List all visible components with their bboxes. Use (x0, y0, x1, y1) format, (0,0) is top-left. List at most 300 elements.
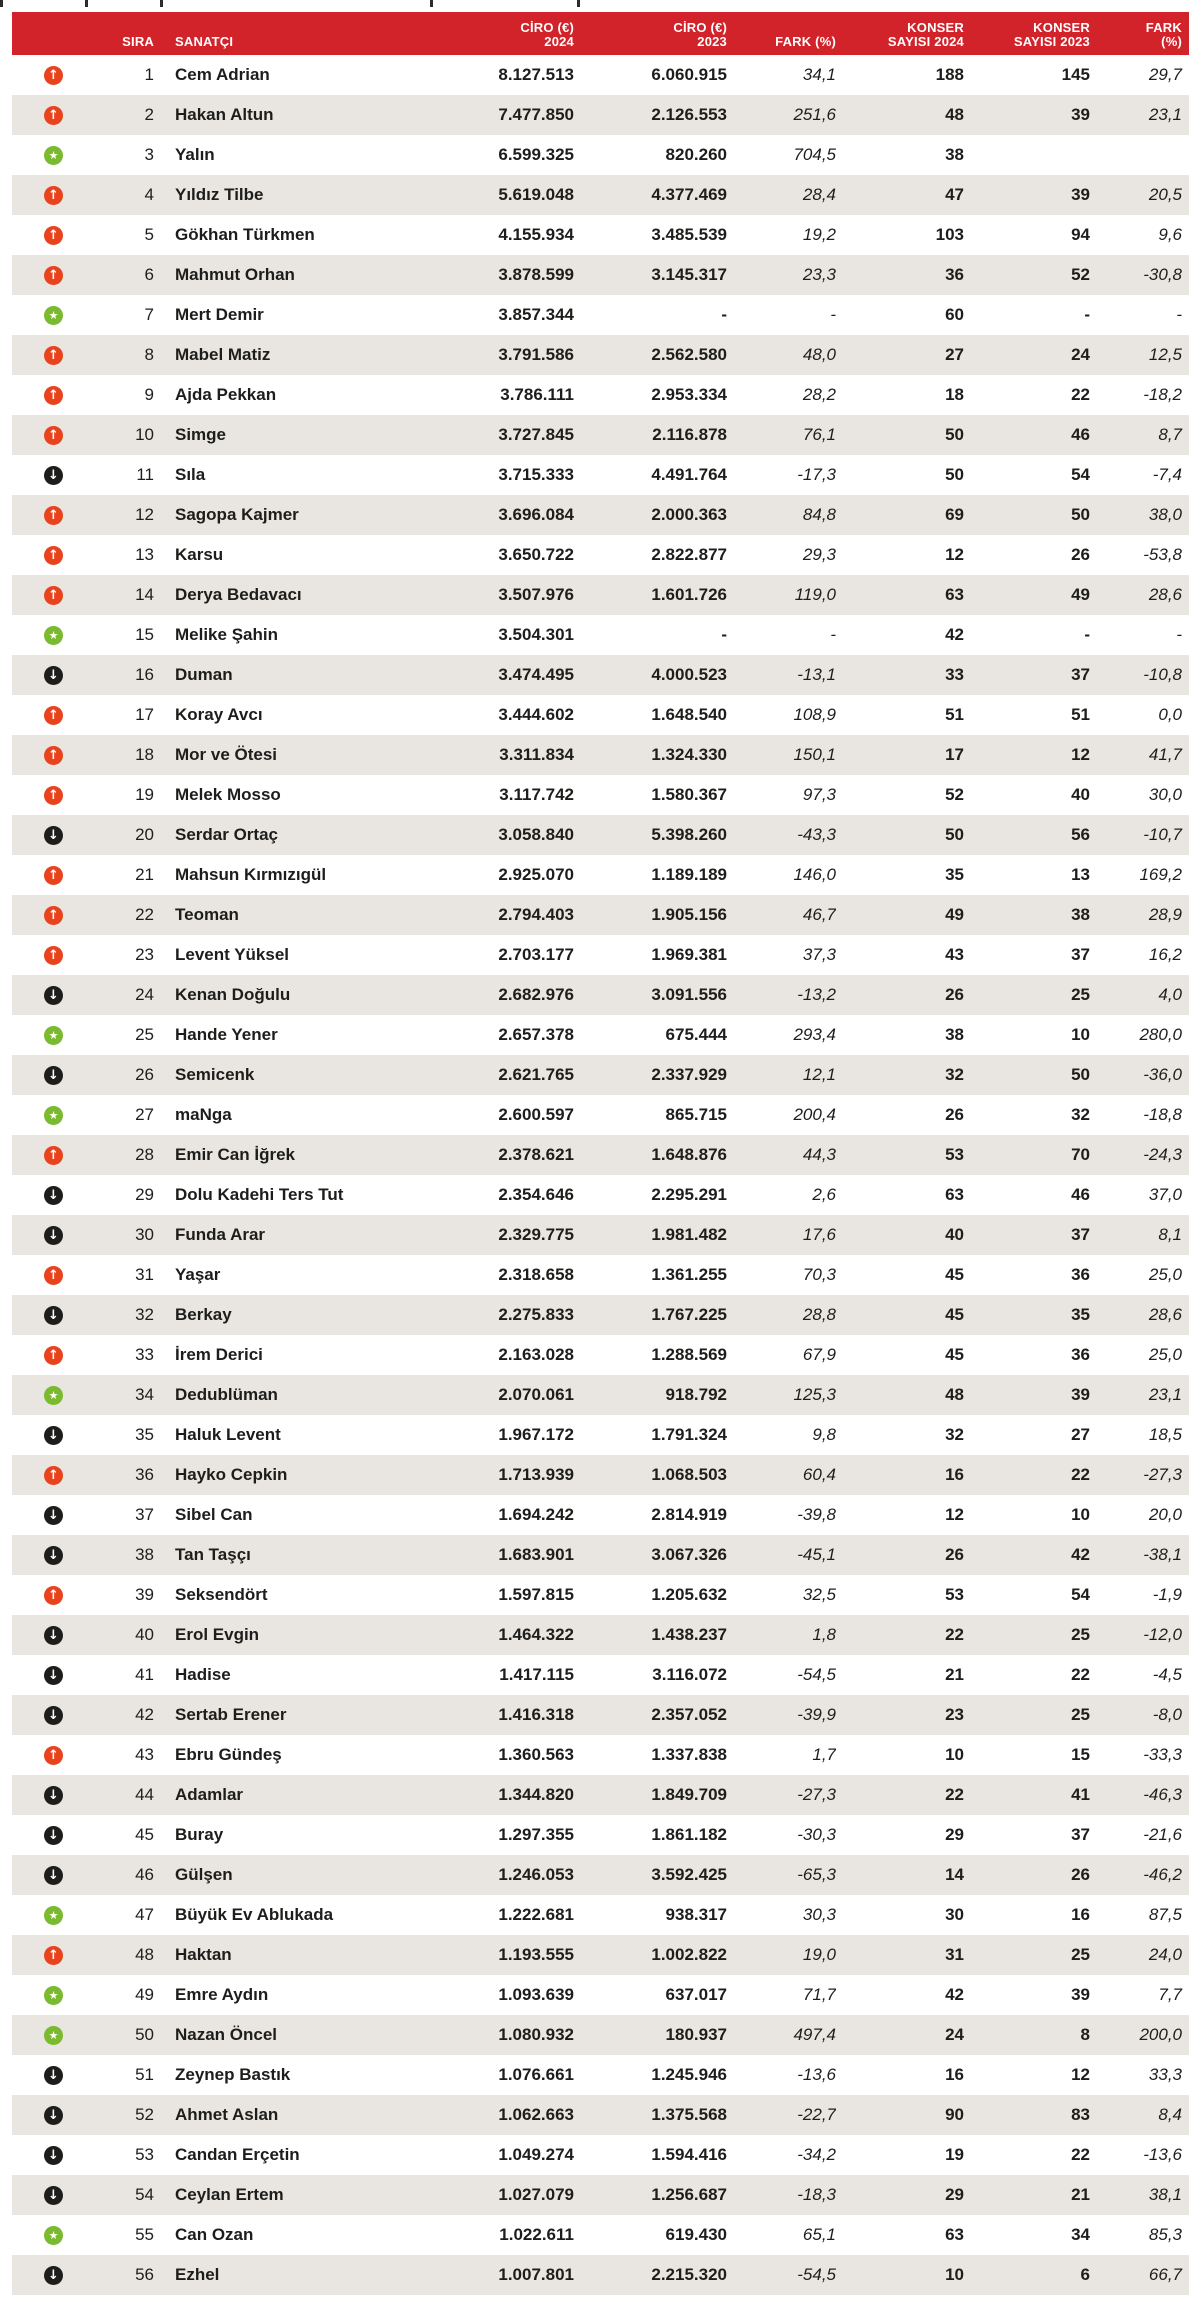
ciro-2024-cell: 1.049.274 (498, 2145, 574, 2164)
konser-2024-cell: 32 (836, 1055, 964, 1095)
table-row (12, 1015, 1189, 1055)
fark-konser-cell: 38,1 (1090, 2175, 1189, 2215)
trend-icon-cell (12, 1535, 78, 1575)
fark-ciro-cell: 28,4 (727, 175, 836, 215)
fark-konser-cell: 28,6 (1090, 575, 1189, 615)
artist-cell: Cem Adrian (175, 65, 270, 84)
artist-cell: Teoman (154, 895, 402, 935)
down-arrow-icon: ↓ (44, 1826, 63, 1845)
fark-konser-cell: 8,4 (1090, 2095, 1189, 2135)
trend-icon-cell (12, 1375, 78, 1415)
ciro-2023-cell: - (721, 305, 727, 324)
table-row (12, 1615, 1189, 1655)
konser-2024-cell: 16 (945, 2065, 964, 2084)
konser-2024-cell: 26 (836, 1535, 964, 1575)
rank-cell: 5 (144, 225, 154, 244)
ciro-2023-cell: 2.215.320 (574, 2255, 727, 2295)
down-arrow-icon: ↓ (44, 1546, 63, 1565)
fark-ciro-cell: 44,3 (727, 1135, 836, 1175)
konser-2023-cell: 12 (964, 735, 1090, 775)
rank-cell: 28 (78, 1135, 154, 1175)
artist-cell: Zeynep Bastık (175, 2065, 291, 2084)
konser-2024-cell: 50 (945, 465, 964, 484)
ciro-2023-cell: 1.068.503 (574, 1455, 727, 1495)
ciro-2023-cell: 637.017 (665, 1985, 727, 2004)
artist-cell: Dolu Kadehi Ters Tut (175, 1185, 344, 1204)
ciro-2023-cell: 2.337.929 (574, 1055, 727, 1095)
ciro-2024-cell: 1.193.555 (402, 1935, 574, 1975)
down-arrow-icon: ↓ (44, 1506, 63, 1525)
up-arrow-icon: ↑ (44, 586, 63, 605)
ciro-2024-cell: 3.650.722 (498, 545, 574, 564)
trend-icon-cell (12, 1775, 78, 1815)
artist-cell: İrem Derici (175, 1345, 263, 1364)
fark-ciro-cell: 84,8 (727, 495, 836, 535)
ciro-2024-cell: 2.682.976 (402, 975, 574, 1015)
rank-cell: 45 (135, 1825, 154, 1844)
konser-2023-cell: 56 (964, 815, 1090, 855)
trend-icon-cell (12, 2215, 78, 2255)
artist-cell: Erol Evgin (154, 1615, 402, 1655)
artist-cell: Hadise (175, 1665, 231, 1684)
rank-cell: 29 (135, 1185, 154, 1204)
ciro-2024-cell: 2.318.658 (498, 1265, 574, 1284)
trend-icon-cell (12, 1935, 78, 1975)
ciro-2023-cell: 4.491.764 (651, 465, 727, 484)
ciro-2023-cell: 2.953.334 (651, 385, 727, 404)
fark-konser-cell: -30,8 (1090, 255, 1189, 295)
fark-ciro-cell: 30,3 (802, 1905, 836, 1924)
konser-2024-cell: 29 (945, 1825, 964, 1844)
konser-2023-cell: 38 (964, 895, 1090, 935)
new-entry-star-icon: ★ (44, 146, 63, 165)
fark-ciro-cell: - (830, 305, 836, 324)
konser-2024-cell: 19 (945, 2145, 964, 2164)
table-row (12, 1575, 1189, 1615)
ciro-2023-cell: 1.256.687 (574, 2175, 727, 2215)
table-row (12, 215, 1189, 255)
rank-cell: 53 (135, 2145, 154, 2164)
ciro-2023-cell: 1.324.330 (574, 735, 727, 775)
fark-konser-cell: 169,2 (1139, 865, 1182, 884)
artist-cell: Sertab Erener (154, 1695, 402, 1735)
konser-2023-cell: 26 (964, 1855, 1090, 1895)
artist-cell: Hande Yener (175, 1025, 278, 1044)
ciro-2024-cell: 3.878.599 (402, 255, 574, 295)
konser-2024-cell: 53 (836, 1135, 964, 1175)
konser-2024-cell: 18 (945, 385, 964, 404)
fark-ciro-cell: 97,3 (802, 785, 836, 804)
fark-konser-cell: 23,1 (1090, 1375, 1189, 1415)
fark-ciro-cell: -30,3 (797, 1825, 836, 1844)
rank-cell: 31 (135, 1265, 154, 1284)
ciro-2023-cell: 5.398.260 (574, 815, 727, 855)
konser-2024-cell: 14 (836, 1855, 964, 1895)
fark-konser-cell: 12,5 (1090, 335, 1189, 375)
fark-konser-cell: -46,2 (1090, 1855, 1189, 1895)
fark-konser-cell: 8,7 (1090, 415, 1189, 455)
trend-icon-cell (12, 2095, 78, 2135)
ciro-2024-cell: 8.127.513 (498, 65, 574, 84)
rank-cell: 38 (78, 1535, 154, 1575)
fark-konser-cell: -46,3 (1090, 1775, 1189, 1815)
artist-cell: Emre Aydın (175, 1985, 269, 2004)
fark-ciro-cell: 108,9 (793, 705, 836, 724)
konser-2024-cell: 45 (945, 1265, 964, 1284)
up-arrow-icon: ↑ (44, 106, 63, 125)
konser-2023-cell: 50 (964, 495, 1090, 535)
ciro-2023-cell: 2.357.052 (574, 1695, 727, 1735)
artist-cell: Ceylan Ertem (154, 2175, 402, 2215)
fark-ciro-cell: 251,6 (727, 95, 836, 135)
rank-cell: 20 (78, 815, 154, 855)
header-sira: SIRA (78, 12, 154, 55)
fark-ciro-cell: 60,4 (727, 1455, 836, 1495)
table-row (12, 775, 1189, 815)
konser-2023-cell: 6 (964, 2255, 1090, 2295)
fark-ciro-cell: -43,3 (727, 815, 836, 855)
konser-2024-cell: 53 (945, 1585, 964, 1604)
konser-2024-cell: 48 (836, 1375, 964, 1415)
artist-cell: Yıldız Tilbe (154, 175, 402, 215)
konser-2024-cell: 22 (836, 1615, 964, 1655)
trend-icon-cell (12, 1695, 78, 1735)
down-arrow-icon: ↓ (44, 1186, 63, 1205)
trend-icon-cell (12, 1855, 78, 1895)
artist-cell: Gülşen (154, 1855, 402, 1895)
fark-ciro-cell: - (830, 625, 836, 644)
ciro-2024-cell: 1.007.801 (402, 2255, 574, 2295)
header-fark-konser: FARK (%) (1090, 12, 1189, 55)
ciro-2023-cell: 1.601.726 (574, 575, 727, 615)
rank-cell: 26 (78, 1055, 154, 1095)
artist-cell: Yalın (175, 145, 215, 164)
down-arrow-icon: ↓ (44, 826, 63, 845)
trend-icon-cell (12, 695, 78, 735)
ciro-2024-cell: 2.329.775 (402, 1215, 574, 1255)
trend-icon-cell (12, 1175, 78, 1215)
fark-konser-cell: 16,2 (1148, 945, 1182, 964)
ciro-2023-cell: 3.145.317 (574, 255, 727, 295)
konser-2023-cell: 35 (964, 1295, 1090, 1335)
header-fark-ciro: FARK (%) (727, 12, 836, 55)
table-row (12, 2135, 1189, 2175)
fark-konser-cell: -21,6 (1143, 1825, 1182, 1844)
ciro-2023-cell: 1.205.632 (651, 1585, 727, 1604)
trend-icon-cell (12, 2255, 78, 2295)
konser-2024-cell: 42 (945, 1985, 964, 2004)
rank-cell: 52 (78, 2095, 154, 2135)
fark-konser-cell: 33,3 (1148, 2065, 1182, 2084)
table-row (12, 255, 1189, 295)
konser-2024-cell: 23 (836, 1695, 964, 1735)
ciro-2024-cell: 1.027.079 (402, 2175, 574, 2215)
trend-icon-cell (12, 975, 78, 1015)
up-arrow-icon: ↑ (44, 1746, 63, 1765)
konser-2023-cell: 27 (1071, 1425, 1090, 1444)
konser-2023-cell: 21 (964, 2175, 1090, 2215)
ciro-2024-cell: 3.474.495 (402, 655, 574, 695)
konser-2024-cell: 29 (836, 2175, 964, 2215)
fark-ciro-cell: 67,9 (802, 1345, 836, 1364)
up-arrow-icon: ↑ (44, 746, 63, 765)
table-row (12, 2015, 1189, 2055)
trend-icon-cell (12, 1255, 78, 1295)
trend-icon-cell (12, 455, 78, 495)
fark-ciro-cell: 71,7 (802, 1985, 836, 2004)
konser-2023-cell: 26 (1071, 545, 1090, 564)
up-arrow-icon: ↑ (44, 866, 63, 885)
konser-2023-cell: 94 (1071, 225, 1090, 244)
artist-cell: Mahsun Kırmızıgül (175, 865, 327, 884)
fark-ciro-cell: -13,2 (727, 975, 836, 1015)
fark-ciro-cell: 70,3 (802, 1265, 836, 1284)
table-row (12, 895, 1189, 935)
artist-cell: Ebru Gündeş (175, 1745, 282, 1764)
rank-cell: 32 (78, 1295, 154, 1335)
table-row (12, 855, 1189, 895)
ciro-2024-cell: 1.093.639 (498, 1985, 574, 2004)
ciro-2024-cell: 2.925.070 (498, 865, 574, 884)
down-arrow-icon: ↓ (44, 466, 63, 485)
fark-konser-cell: 66,7 (1090, 2255, 1189, 2295)
down-arrow-icon: ↓ (44, 2266, 63, 2285)
ciro-2023-cell: 3.485.539 (651, 225, 727, 244)
crop-tick (160, 0, 163, 7)
ciro-2024-cell: 1.246.053 (402, 1855, 574, 1895)
artist-cell: Berkay (154, 1295, 402, 1335)
up-arrow-icon: ↑ (44, 906, 63, 925)
ciro-2023-cell: 1.438.237 (574, 1615, 727, 1655)
ciro-2024-cell: 3.715.333 (498, 465, 574, 484)
ciro-2024-cell: 3.504.301 (498, 625, 574, 644)
fark-konser-cell: 7,7 (1158, 1985, 1182, 2004)
ciro-2024-cell: 3.444.602 (498, 705, 574, 724)
konser-2023-cell: 22 (1071, 1665, 1090, 1684)
new-entry-star-icon: ★ (44, 1906, 63, 1925)
down-arrow-icon: ↓ (44, 1626, 63, 1645)
ciro-2024-cell: 4.155.934 (498, 225, 574, 244)
trend-icon-cell (12, 215, 78, 255)
ciro-2024-cell: 1.967.172 (498, 1425, 574, 1444)
table-row (12, 295, 1189, 335)
artist-cell: Derya Bedavacı (154, 575, 402, 615)
konser-2024-cell: 26 (945, 1105, 964, 1124)
ciro-2024-cell: 3.727.845 (402, 415, 574, 455)
artist-cell: maNga (175, 1105, 232, 1124)
konser-2024-cell: 17 (836, 735, 964, 775)
table-row (12, 2095, 1189, 2135)
fark-ciro-cell: 29,3 (802, 545, 836, 564)
trend-icon-cell (12, 415, 78, 455)
rank-cell: 48 (78, 1935, 154, 1975)
new-entry-star-icon: ★ (44, 1026, 63, 1045)
konser-2024-cell: 26 (836, 975, 964, 1015)
trend-icon-cell (12, 535, 78, 575)
table-row (12, 2255, 1189, 2295)
fark-ciro-cell: 34,1 (802, 65, 836, 84)
fark-konser-cell: 87,5 (1148, 1905, 1182, 1924)
ciro-2023-cell: 180.937 (574, 2015, 727, 2055)
artist-cell: Duman (154, 655, 402, 695)
fark-konser-cell: 0,0 (1158, 705, 1182, 724)
table-row (12, 55, 1189, 95)
trend-icon-cell (12, 575, 78, 615)
ciro-2024-cell: 3.696.084 (402, 495, 574, 535)
fark-ciro-cell: 32,5 (802, 1585, 836, 1604)
ciro-2024-cell: 3.791.586 (402, 335, 574, 375)
ciro-2023-cell: 918.792 (574, 1375, 727, 1415)
artist-cell: Levent Yüksel (175, 945, 290, 964)
konser-2024-cell: 12 (945, 1505, 964, 1524)
konser-2024-cell: 24 (836, 2015, 964, 2055)
konser-2024-cell: 12 (945, 545, 964, 564)
down-arrow-icon: ↓ (44, 666, 63, 685)
ciro-2024-cell: 2.163.028 (498, 1345, 574, 1364)
ciro-2023-cell: 1.361.255 (651, 1265, 727, 1284)
konser-2023-cell: 51 (1071, 705, 1090, 724)
table-row (12, 1695, 1189, 1735)
table-row (12, 1215, 1189, 1255)
ciro-2024-cell: 1.416.318 (402, 1695, 574, 1735)
header-sanatci: SANATÇI (154, 12, 402, 55)
fark-ciro-cell: -39,9 (727, 1695, 836, 1735)
ciro-2023-cell: 3.116.072 (652, 1665, 727, 1684)
ciro-2023-cell: 1.648.876 (574, 1135, 727, 1175)
new-entry-star-icon: ★ (44, 306, 63, 325)
trend-icon-cell (12, 2055, 78, 2095)
new-entry-star-icon: ★ (44, 1106, 63, 1125)
header-ciro-2024: CİRO (€) 2024 (402, 12, 574, 55)
table-row (12, 655, 1189, 695)
rank-cell: 6 (78, 255, 154, 295)
fark-konser-cell: -53,8 (1143, 545, 1182, 564)
trend-icon-cell (12, 95, 78, 135)
trend-icon-cell (12, 615, 78, 655)
konser-2023-cell: 8 (964, 2015, 1090, 2055)
ciro-2024-cell: 2.794.403 (402, 895, 574, 935)
ciro-2023-cell: 1.981.482 (574, 1215, 727, 1255)
up-arrow-icon: ↑ (44, 546, 63, 565)
fark-konser-cell: 20,0 (1148, 1505, 1182, 1524)
ciro-2023-cell: 1.861.182 (651, 1825, 727, 1844)
artist-cell: Adamlar (154, 1775, 402, 1815)
konser-2024-cell: 50 (836, 815, 964, 855)
fark-konser-cell: 9,6 (1158, 225, 1182, 244)
fark-ciro-cell: 146,0 (793, 865, 836, 884)
konser-2023-cell: 41 (964, 1775, 1090, 1815)
ciro-2023-cell: 675.444 (665, 1025, 727, 1044)
fark-konser-cell: 4,0 (1090, 975, 1189, 1015)
konser-2024-cell: 60 (945, 305, 964, 324)
konser-2023-cell: 39 (964, 1375, 1090, 1415)
fark-konser-cell: -13,6 (1143, 2145, 1182, 2164)
ciro-2023-cell: 619.430 (665, 2225, 727, 2244)
konser-2024-cell: 38 (945, 1025, 964, 1044)
up-arrow-icon: ↑ (44, 946, 63, 965)
trend-icon-cell (12, 135, 78, 175)
crop-tick (430, 0, 433, 7)
table-row (12, 135, 1189, 175)
konser-2023-cell: 24 (964, 335, 1090, 375)
fark-konser-cell: 25,0 (1148, 1345, 1182, 1364)
fark-ciro-cell: 19,2 (802, 225, 836, 244)
down-arrow-icon: ↓ (44, 1066, 63, 1085)
konser-2024-cell: 51 (945, 705, 964, 724)
table-row (12, 455, 1189, 495)
konser-2023-cell: 37 (964, 1215, 1090, 1255)
konser-2024-cell: 69 (836, 495, 964, 535)
konser-2023-cell: 37 (1071, 1825, 1090, 1844)
down-arrow-icon: ↓ (44, 1786, 63, 1805)
fark-konser-cell: 20,5 (1090, 175, 1189, 215)
fark-ciro-cell: 46,7 (727, 895, 836, 935)
fark-ciro-cell: 200,4 (793, 1105, 836, 1124)
table-row (12, 1815, 1189, 1855)
fark-konser-cell: 30,0 (1148, 785, 1182, 804)
ciro-2024-cell: 3.311.834 (402, 735, 574, 775)
ciro-2024-cell: 7.477.850 (402, 95, 574, 135)
ciro-2024-cell: 1.417.115 (499, 1665, 574, 1684)
table-row (12, 1255, 1189, 1295)
fark-ciro-cell: 1,8 (727, 1615, 836, 1655)
new-entry-star-icon: ★ (44, 2026, 63, 2045)
fark-ciro-cell: -39,8 (797, 1505, 836, 1524)
ciro-2023-cell: 1.002.822 (574, 1935, 727, 1975)
fark-konser-cell: -7,4 (1152, 465, 1182, 484)
rank-cell: 35 (135, 1425, 154, 1444)
konser-2023-cell: 54 (1071, 1585, 1090, 1604)
new-entry-star-icon: ★ (44, 1386, 63, 1405)
up-arrow-icon: ↑ (44, 1146, 63, 1165)
down-arrow-icon: ↓ (44, 2106, 63, 2125)
table-row (12, 1895, 1189, 1935)
table-row (12, 1535, 1189, 1575)
trend-icon-cell (12, 1095, 78, 1135)
down-arrow-icon: ↓ (44, 2066, 63, 2085)
table-row (12, 335, 1189, 375)
table-row (12, 1455, 1189, 1495)
artist-cell: Kenan Doğulu (154, 975, 402, 1015)
rank-cell: 56 (78, 2255, 154, 2295)
konser-2023-cell: 25 (964, 1615, 1090, 1655)
ciro-2024-cell: 1.022.611 (499, 2225, 574, 2244)
trend-icon-cell (12, 2135, 78, 2175)
fark-konser-cell: -4,5 (1152, 1665, 1182, 1684)
konser-2024-cell: 63 (945, 2225, 964, 2244)
ciro-2023-cell: 1.905.156 (574, 895, 727, 935)
rank-cell: 49 (135, 1985, 154, 2004)
up-arrow-icon: ↑ (44, 1946, 63, 1965)
table-row (12, 815, 1189, 855)
fark-konser-cell: -10,7 (1090, 815, 1189, 855)
konser-2024-cell: 35 (945, 865, 964, 884)
konser-2023-cell: 39 (964, 175, 1090, 215)
trend-icon-cell (12, 335, 78, 375)
konser-2023-cell: 10 (1071, 1505, 1090, 1524)
konser-2024-cell: 31 (836, 1935, 964, 1975)
artist-cell: Haluk Levent (175, 1425, 281, 1444)
trend-icon-cell (12, 1215, 78, 1255)
rank-cell: 18 (78, 735, 154, 775)
artist-cell: Serdar Ortaç (154, 815, 402, 855)
rank-cell: 2 (78, 95, 154, 135)
up-arrow-icon: ↑ (44, 426, 63, 445)
konser-2023-cell (964, 135, 1090, 175)
fark-konser-cell: 28,9 (1090, 895, 1189, 935)
rank-cell: 23 (135, 945, 154, 964)
konser-2023-cell: 16 (1071, 1905, 1090, 1924)
